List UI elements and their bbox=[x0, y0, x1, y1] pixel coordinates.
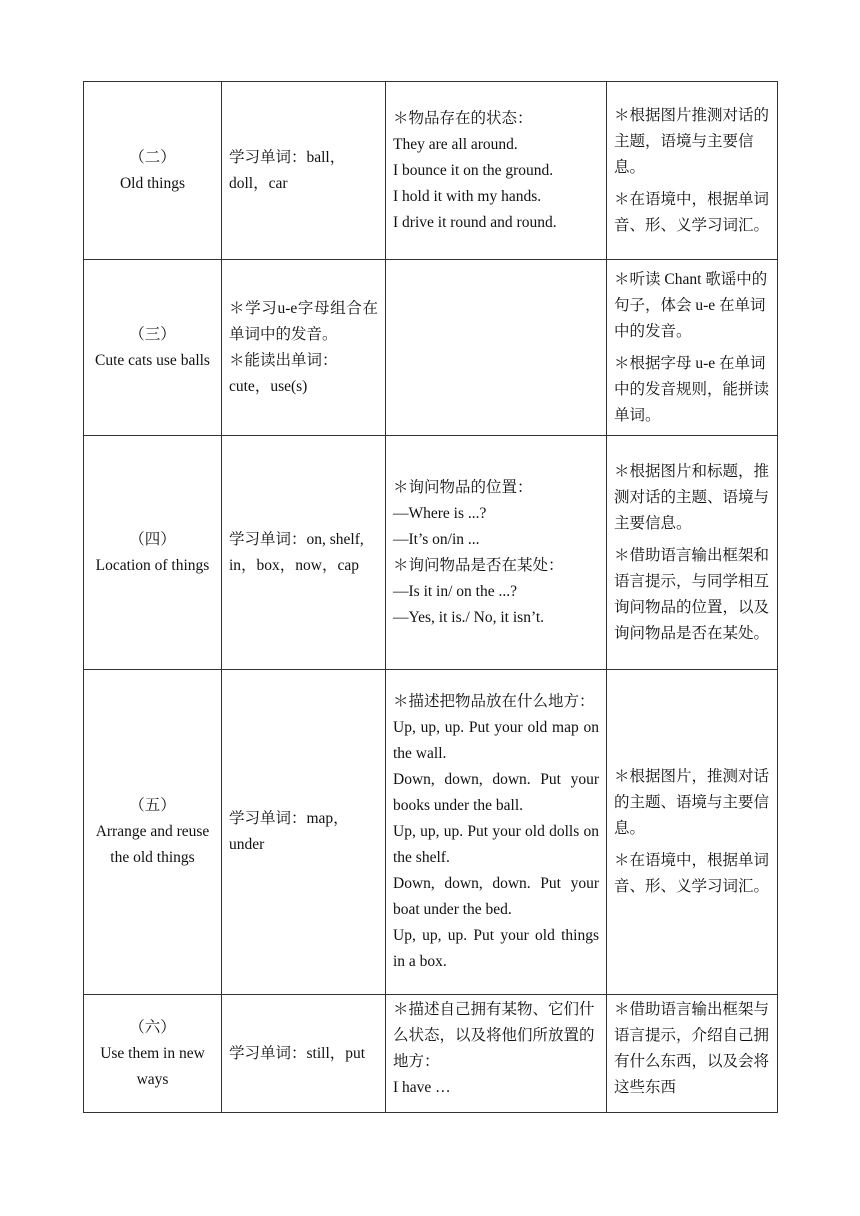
unit-number: （六） bbox=[129, 1018, 176, 1036]
unit-cell bbox=[84, 670, 222, 995]
sentence-line: ＊物品存在的状态： bbox=[393, 109, 533, 127]
unit-number: （三） bbox=[129, 325, 176, 343]
objectives-cell bbox=[607, 82, 778, 260]
vocab-cell bbox=[222, 995, 386, 1113]
vocab-line: 学习单词：still，put bbox=[229, 1044, 366, 1062]
unit-cell bbox=[84, 995, 222, 1113]
sentence-line: —Yes, it is./ No, it isn’t. bbox=[393, 608, 545, 626]
vocab-line: 学习单词：ball， bbox=[229, 148, 346, 166]
vocab-cell bbox=[222, 260, 386, 436]
sentence-line: ＊描述把物品放在什么地方： bbox=[393, 693, 595, 710]
vocab-cell bbox=[222, 82, 386, 260]
objective-text: ＊借助语言输出框架和语言提示，与同学相互询问物品的位置，以及询问物品是否在某处。 bbox=[614, 546, 770, 642]
sentences-cell bbox=[386, 995, 607, 1113]
unit-title: Use them in new ways bbox=[100, 1044, 205, 1088]
sentence-line: —It’s on/in ... bbox=[393, 530, 480, 548]
sentence-line: Up, up, up. Put your old dolls on the shelf. bbox=[393, 823, 599, 866]
objective-text: ＊根据字母 u-e 在单词中的发音规则，能拼读单词。 bbox=[614, 354, 770, 424]
unit-cell bbox=[84, 82, 222, 260]
vocab-cell bbox=[222, 670, 386, 995]
unit-title: Arrange and reuse the old things bbox=[95, 823, 210, 866]
unit-title: Cute cats use balls bbox=[95, 351, 210, 369]
sentences-cell bbox=[386, 82, 607, 260]
unit-cell bbox=[84, 436, 222, 670]
unit-title: Old things bbox=[119, 174, 186, 192]
sentence-line: ＊描述自己拥有某物、它们什么状态，以及将他们所放置的地方： bbox=[393, 1001, 595, 1070]
objectives-cell bbox=[607, 670, 778, 995]
sentence-line: —Where is ...? bbox=[393, 504, 487, 522]
sentences-cell bbox=[386, 260, 607, 436]
table-row bbox=[84, 436, 778, 670]
sentences-cell bbox=[386, 436, 607, 670]
lesson-plan-table bbox=[83, 81, 778, 1113]
vocab-cell bbox=[222, 436, 386, 670]
sentence-line: Up, up, up. Put your old map on the wall. bbox=[393, 719, 599, 762]
vocab-line: ＊能读出单词： bbox=[229, 351, 338, 369]
sentence-line: Up, up, up. Put your old things in a box. bbox=[393, 927, 599, 970]
sentence-line: I bounce it on the ground. bbox=[393, 161, 554, 179]
unit-number: （五） bbox=[129, 797, 176, 814]
objective-text: ＊听读 Chant 歌谣中的句子，体会 u-e 在单词中的发音。 bbox=[614, 270, 768, 340]
objectives-cell bbox=[607, 995, 778, 1113]
objective-text: ＊根据图片，推测对话的主题、语境与主要信息。 bbox=[614, 768, 770, 837]
table-row bbox=[84, 260, 778, 436]
vocab-line: under bbox=[229, 836, 265, 853]
objectives-cell bbox=[607, 260, 778, 436]
sentence-line: I hold it with my hands. bbox=[393, 187, 542, 205]
table-row bbox=[84, 995, 778, 1113]
vocab-line: cute，use(s) bbox=[229, 377, 308, 395]
table-row bbox=[84, 82, 778, 260]
sentence-line: I have … bbox=[393, 1079, 451, 1096]
objective-text: ＊在语境中，根据单词音、形、义学习词汇。 bbox=[614, 852, 770, 895]
unit-title: Location of things bbox=[95, 556, 210, 574]
table-row bbox=[84, 670, 778, 995]
sentence-line: I drive it round and round. bbox=[393, 213, 557, 231]
objective-text: ＊借助语言输出框架与语言提示，介绍自己拥有什么东西，以及会将这些东西 bbox=[614, 1001, 770, 1096]
sentence-line: ＊询问物品的位置： bbox=[393, 478, 533, 496]
objective-text: ＊在语境中，根据单词音、形、义学习词汇。 bbox=[614, 190, 770, 234]
sentence-line: Down, down, down. Put your books under the ball. bbox=[393, 771, 599, 814]
sentence-line: ＊询问物品是否在某处： bbox=[393, 556, 564, 574]
sentences-cell bbox=[386, 670, 607, 995]
objective-text: ＊根据图片推测对话的主题，语境与主要信息。 bbox=[614, 106, 770, 176]
unit-number: （四） bbox=[129, 530, 176, 548]
vocab-line: 学习单词：on, shelf, bbox=[229, 530, 364, 548]
unit-number: （二） bbox=[129, 148, 176, 166]
sentence-line: Down, down, down. Put your boat under the bed. bbox=[393, 875, 599, 918]
vocab-line: in，box，now，cap bbox=[229, 556, 360, 574]
vocab-line: 学习单词：map， bbox=[229, 810, 349, 827]
unit-cell bbox=[84, 260, 222, 436]
sentence-line: —Is it in/ on the ...? bbox=[393, 582, 517, 600]
vocab-line: doll，car bbox=[229, 174, 288, 192]
objective-text: ＊根据图片和标题，推测对话的主题、语境与主要信息。 bbox=[614, 462, 770, 532]
vocab-line: ＊学习u-e字母组合在单词中的发音。 bbox=[229, 299, 378, 343]
objectives-cell bbox=[607, 436, 778, 670]
sentence-line: They are all around. bbox=[393, 135, 518, 153]
